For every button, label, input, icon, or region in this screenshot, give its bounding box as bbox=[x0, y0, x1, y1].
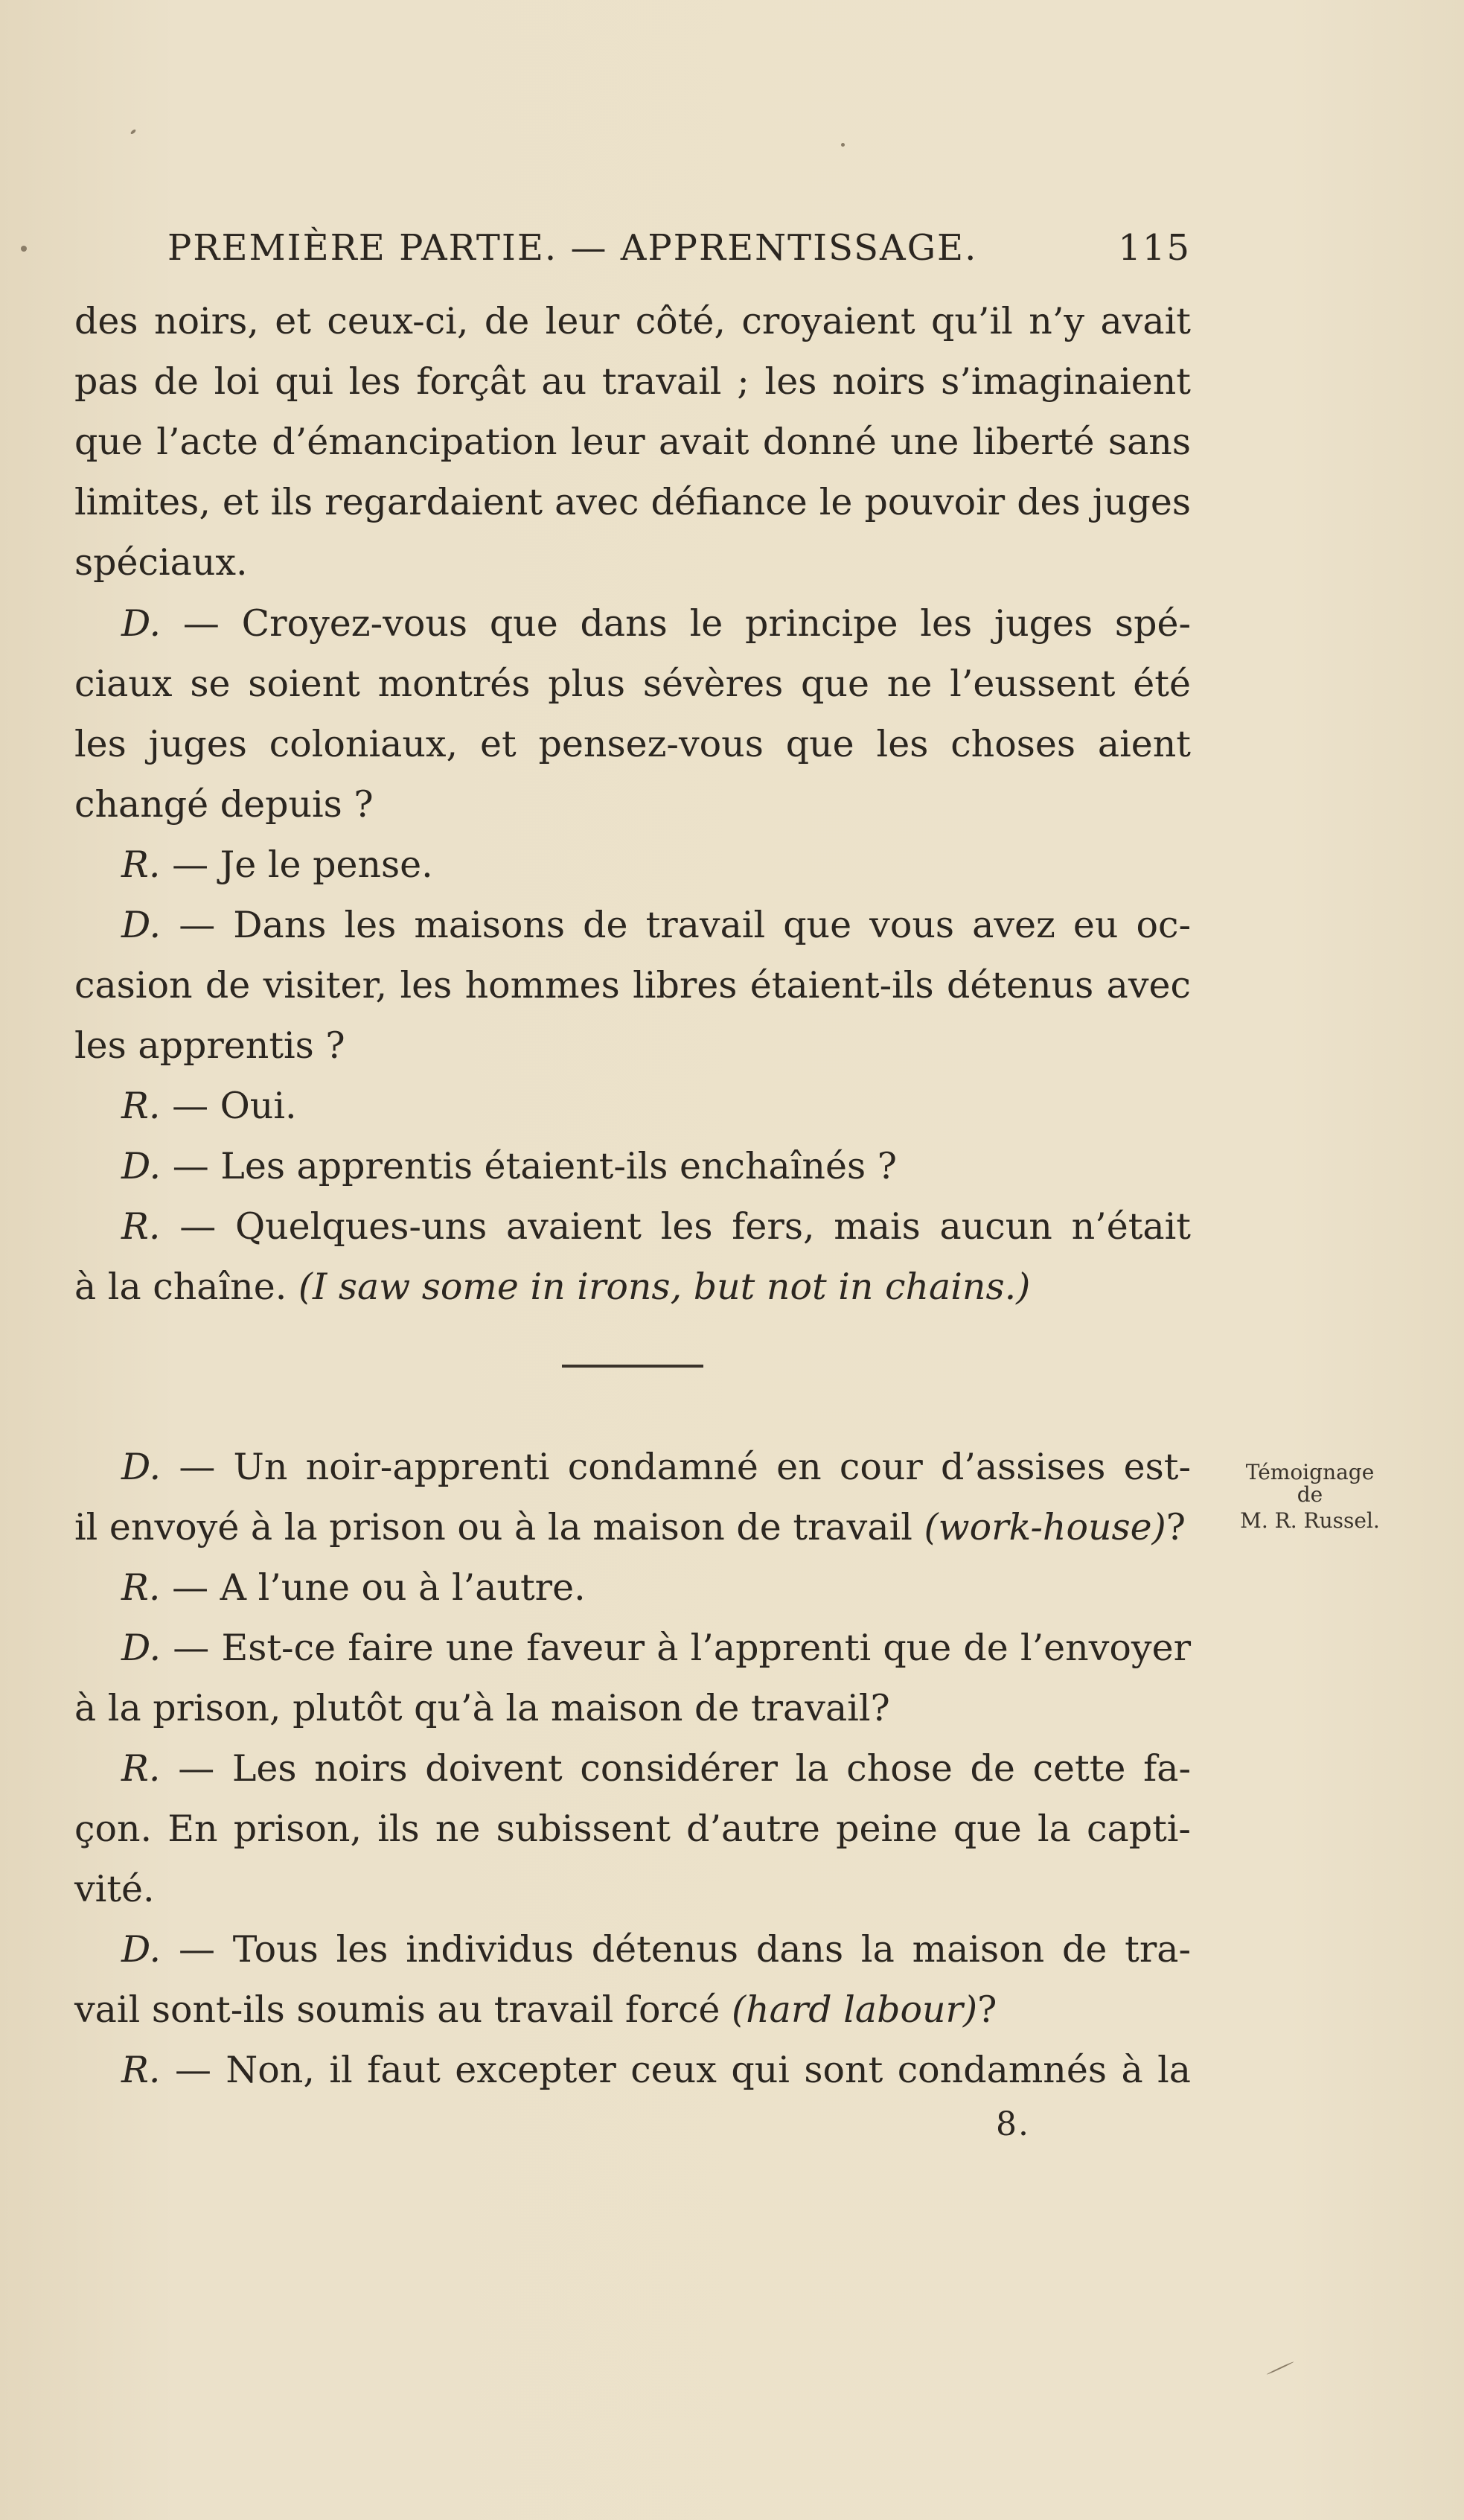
dialogue-line: D. — Tous les individus détenus dans la maison de tra- bbox=[121, 1928, 1192, 1971]
dialogue-line: R. — Les noirs doivent considérer la chose de cette fa- bbox=[121, 1747, 1192, 1790]
dialogue-line: D. — Dans les maisons de travail que vous avez eu oc- bbox=[121, 904, 1191, 946]
paper-speck bbox=[21, 246, 27, 252]
page-number: 115 bbox=[1118, 227, 1191, 269]
running-title: PREMIÈRE PARTIE. — APPRENTISSAGE. bbox=[167, 227, 978, 269]
speaker-label: R. bbox=[121, 1085, 161, 1127]
english-gloss: (work-house) bbox=[924, 1506, 1166, 1548]
english-gloss: (hard labour) bbox=[731, 1988, 978, 2031]
margin-note-line: M. R. Russel. bbox=[1240, 1508, 1380, 1533]
paper-speck bbox=[1266, 2361, 1294, 2376]
dialogue-line: R. — Oui. bbox=[121, 1085, 297, 1127]
speaker-label: R. bbox=[121, 2049, 161, 2091]
speaker-label: D. bbox=[121, 904, 162, 946]
text-line: il envoyé à la prison ou à la maison de travail (work-house)? bbox=[74, 1506, 1186, 1548]
speaker-label: D. bbox=[121, 1145, 162, 1187]
text-line: les juges coloniaux, et pensez-vous que les choses aient bbox=[74, 723, 1191, 765]
text-line: les apprentis ? bbox=[74, 1024, 345, 1067]
margin-note-line: Témoignage bbox=[1245, 1460, 1375, 1484]
speaker-label: D. bbox=[121, 1928, 162, 1971]
speaker-label: D. bbox=[121, 602, 162, 645]
speaker-label: R. bbox=[121, 1205, 161, 1248]
dialogue-line: R. — Non, il faut excepter ceux qui sont condamnés à la bbox=[121, 2049, 1192, 2091]
paper-speck bbox=[841, 143, 845, 147]
speaker-label: R. bbox=[121, 1566, 161, 1609]
text-line: pas de loi qui les forçât au travail ; les noirs s’imaginaient bbox=[74, 360, 1191, 403]
dialogue-line: D. — Est-ce faire une faveur à l’apprenti que de l’envoyer bbox=[121, 1627, 1192, 1669]
margin-note-line: de bbox=[1297, 1482, 1323, 1507]
english-gloss: (I saw some in irons, but not in chains.) bbox=[298, 1266, 1031, 1308]
running-head bbox=[167, 227, 1191, 279]
dialogue-line: D. — Un noir-apprenti condamné en cour d’assises est- bbox=[121, 1446, 1192, 1488]
text-line: vité. bbox=[74, 1868, 155, 1910]
speaker-label: R. bbox=[121, 843, 161, 886]
signature-mark: 8. bbox=[996, 2105, 1030, 2143]
text-line: vail sont-ils soumis au travail forcé (hard labour)? bbox=[74, 1988, 997, 2031]
text-line: à la prison, plutôt qu’à la maison de travail? bbox=[74, 1687, 890, 1729]
text-line: à la chaîne. (I saw some in irons, but not in chains.) bbox=[74, 1266, 1031, 1308]
dialogue-line: D. — Les apprentis étaient-ils enchaînés ? bbox=[121, 1145, 897, 1187]
paper-speck bbox=[130, 129, 137, 135]
text-line: spéciaux. bbox=[74, 541, 248, 584]
section-rule bbox=[562, 1365, 703, 1368]
speaker-label: D. bbox=[121, 1446, 162, 1488]
text-line: limites, et ils regardaient avec défiance le pouvoir des juges bbox=[74, 481, 1191, 523]
text-line: des noirs, et ceux-ci, de leur côté, croyaient qu’il n’y avait bbox=[74, 300, 1191, 342]
dialogue-line: R. — A l’une ou à l’autre. bbox=[121, 1566, 586, 1609]
text-line: que l’acte d’émancipation leur avait donné une liberté sans bbox=[74, 421, 1191, 463]
dialogue-line: R. — Quelques-uns avaient les fers, mais aucun n’était bbox=[121, 1205, 1191, 1248]
speaker-label: D. bbox=[121, 1627, 162, 1669]
text-line: casion de visiter, les hommes libres étaient-ils détenus avec bbox=[74, 964, 1191, 1007]
text-line: çon. En prison, ils ne subissent d’autre peine que la capti- bbox=[74, 1808, 1191, 1850]
speaker-label: R. bbox=[121, 1747, 161, 1790]
text-line: changé depuis ? bbox=[74, 783, 374, 826]
dialogue-line: D. — Croyez-vous que dans le principe les juges spé- bbox=[121, 602, 1191, 645]
dialogue-line: R. — Je le pense. bbox=[121, 843, 433, 886]
text-line: ciaux se soient montrés plus sévères que ne l’eussent été bbox=[74, 663, 1191, 705]
